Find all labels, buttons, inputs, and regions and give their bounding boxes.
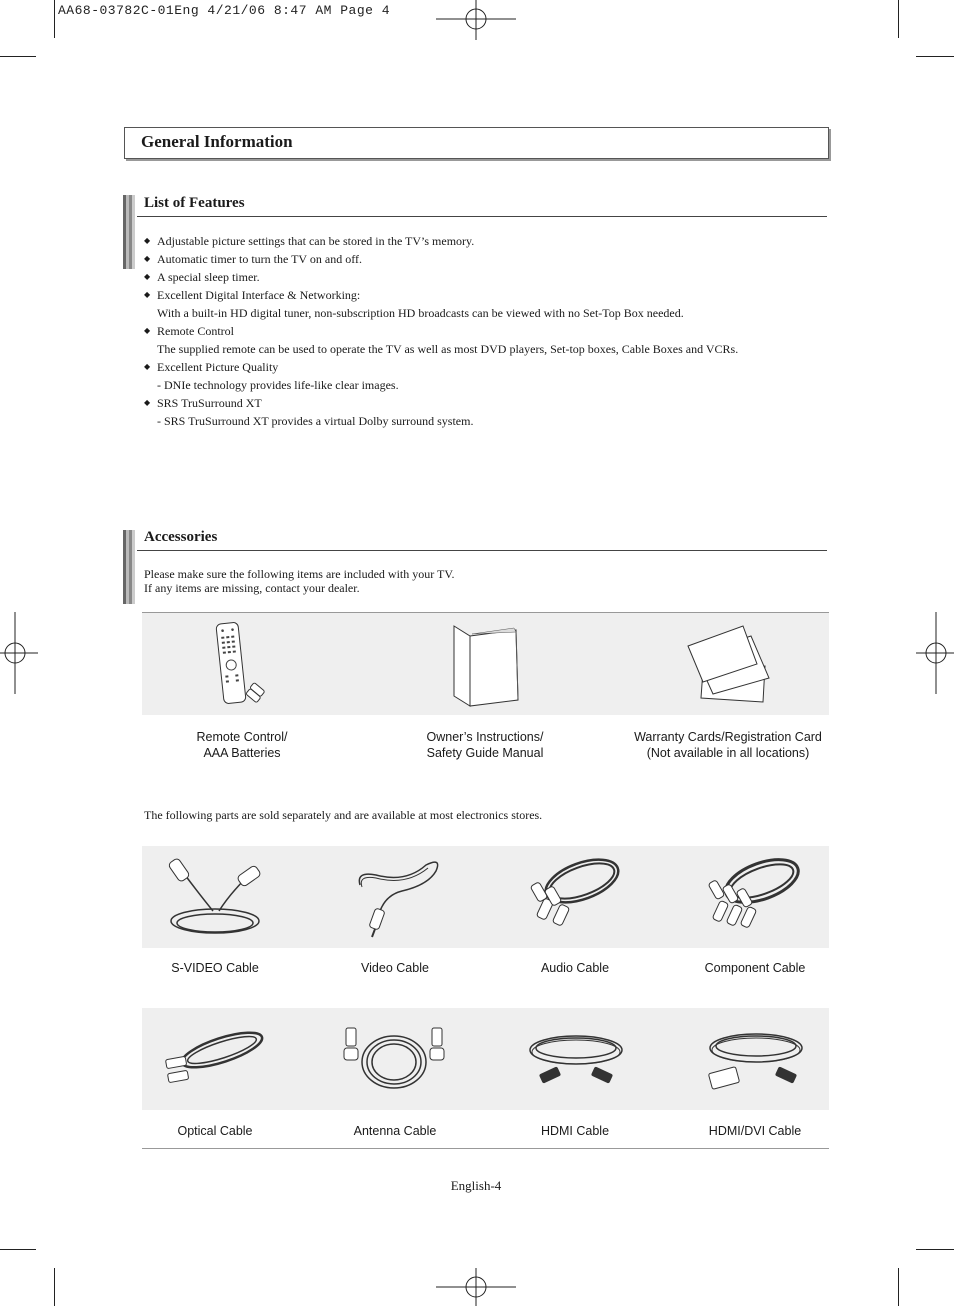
crop-mark xyxy=(0,1249,36,1250)
divider xyxy=(142,1148,829,1149)
list-item-detail: - DNIe technology provides life-like clear images. xyxy=(157,378,399,392)
list-item: ◆ Remote Control xyxy=(144,324,234,338)
hdmi-cable-icon xyxy=(526,1024,626,1094)
warranty-card-icon xyxy=(683,622,775,704)
sold-separately-note: The following parts are sold separately and are available at most electronics stores. xyxy=(144,808,543,822)
section-bar xyxy=(123,530,135,604)
bullet-icon: ◆ xyxy=(144,362,151,371)
features-list xyxy=(144,232,824,430)
list-item: ◆ A special sleep timer. xyxy=(144,270,260,284)
antenna-cable-icon xyxy=(340,1022,448,1094)
list-item: ◆ SRS TruSurround XT xyxy=(144,396,262,410)
included-item-caption: Owner’s Instructions/ Safety Guide Manual xyxy=(426,730,544,760)
list-item: ◆ Adjustable picture settings that can be stored in the TV’s memory. xyxy=(144,234,475,248)
registration-mark-icon xyxy=(0,612,38,694)
manual-icon xyxy=(446,622,526,708)
cable-caption: S-VIDEO Cable xyxy=(171,961,259,975)
bullet-icon: ◆ xyxy=(144,326,151,335)
crop-mark xyxy=(898,1268,899,1306)
accessories-heading: Accessories xyxy=(144,529,218,545)
bullet-icon: ◆ xyxy=(144,290,151,299)
list-item: ◆ Excellent Digital Interface & Networking: xyxy=(144,288,361,302)
crop-mark xyxy=(898,0,899,38)
section-bar xyxy=(123,195,135,269)
audio-cable-icon xyxy=(526,853,624,939)
cable-caption: Audio Cable xyxy=(540,961,610,975)
hdmi-dvi-cable-icon xyxy=(704,1024,808,1096)
bullet-icon: ◆ xyxy=(144,254,151,263)
video-cable-icon xyxy=(346,855,444,941)
cable-caption: Antenna Cable xyxy=(353,1124,437,1138)
component-cable-icon xyxy=(706,853,804,939)
crop-mark xyxy=(54,1268,55,1306)
list-item: ◆ Excellent Picture Quality xyxy=(144,360,279,374)
crop-mark xyxy=(54,0,55,38)
cable-caption: HDMI/DVI Cable xyxy=(708,1124,802,1138)
crop-mark xyxy=(916,56,954,57)
registration-mark-icon xyxy=(436,0,516,40)
optical-cable-icon xyxy=(160,1022,270,1092)
page-title-box xyxy=(124,127,829,159)
registration-mark-icon xyxy=(916,612,954,694)
crop-mark xyxy=(916,1249,954,1250)
cable-caption: Video Cable xyxy=(361,961,429,975)
included-item-caption: Warranty Cards/Registration Card (Not available in all locations) xyxy=(634,730,822,760)
accessories-intro: Please make sure the following items are included with your TV. If any items are missing, contact your dealer. xyxy=(144,567,455,595)
bullet-icon: ◆ xyxy=(144,272,151,281)
print-slug: AA68-03782C-01Eng 4/21/06 8:47 AM Page 4 xyxy=(58,3,391,18)
list-item: ◆ Automatic timer to turn the TV on and off. xyxy=(144,252,362,266)
cable-caption: Component Cable xyxy=(704,961,806,975)
remote-control-icon xyxy=(210,620,270,706)
registration-mark-icon xyxy=(436,1268,516,1306)
features-heading: List of Features xyxy=(144,195,245,211)
section-rule xyxy=(137,550,827,551)
crop-mark xyxy=(0,56,36,57)
list-item-detail: With a built-in HD digital tuner, non-subscription HD broadcasts can be viewed with no Set-Top Box needed. xyxy=(157,306,684,320)
cable-caption: HDMI Cable xyxy=(540,1124,610,1138)
section-rule xyxy=(137,216,827,217)
list-item-detail: The supplied remote can be used to operate the TV as well as most DVD players, Set-top boxes, Cable Boxes and VCRs. xyxy=(157,342,739,356)
bullet-icon: ◆ xyxy=(144,398,151,407)
page-number: English-4 xyxy=(450,1178,502,1193)
list-item-detail: - SRS TruSurround XT provides a virtual Dolby surround system. xyxy=(157,414,474,428)
page-title: General Information xyxy=(141,132,293,151)
s-video-cable-icon xyxy=(165,855,265,941)
bullet-icon: ◆ xyxy=(144,236,151,245)
included-item-caption: Remote Control/ AAA Batteries xyxy=(196,730,288,760)
cable-caption: Optical Cable xyxy=(177,1124,253,1138)
